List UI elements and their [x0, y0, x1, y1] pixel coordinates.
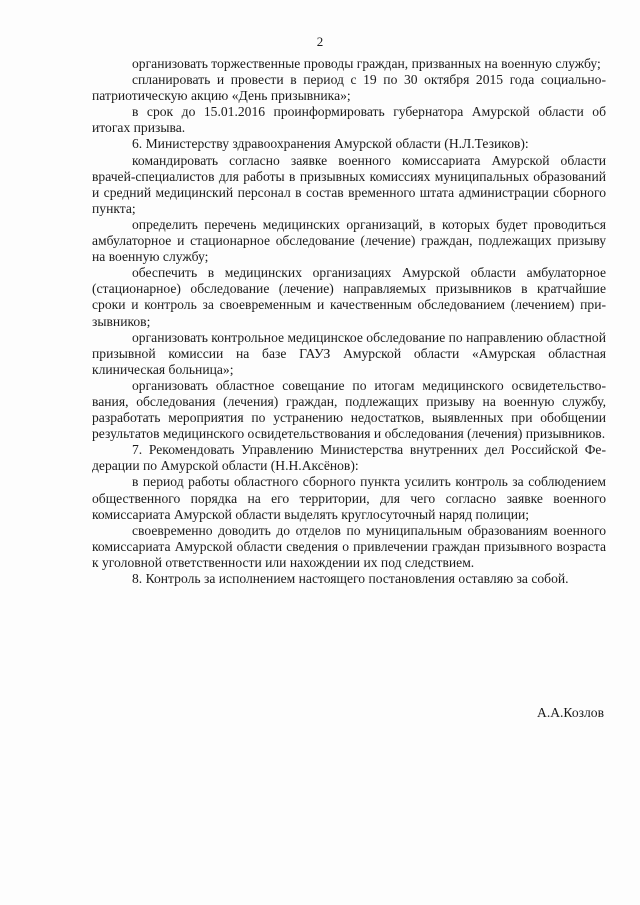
- paragraph: спланировать и провести в период с 19 по 30 октября 2015 года социально-патриотическую акцию «День призывника»;: [92, 72, 606, 104]
- paragraph: организовать областное совещание по итогам медицинского освидетельствования, обследования (лечения) граждан, подлежащих призыву на военную службу, разработать мероприятия по устранению недостатков, выявленных при обобщении результатов медицинского освидетельствования и обследования (лечения) призывников.: [92, 377, 606, 442]
- signature-name: А.А.Козлов: [537, 705, 604, 720]
- paragraph: командировать согласно заявке военного комиссариата Амурской области врачей-специалистов для работы в призывных комиссиях муниципальных образований и средний медицинский персонал в состав временного штата администрации сборного пункта;: [92, 152, 606, 216]
- section-heading-6: 6. Министерству здравоохранения Амурской области (Н.Л.Тезиков):: [132, 136, 529, 152]
- page-number: 2: [316, 34, 324, 49]
- paragraph: в срок до 15.01.2016 проинформировать губернатора Амурской области об итогах призыва.: [92, 104, 606, 136]
- paragraph: определить перечень медицинских организаций, в которых будет проводиться амбулаторное и стационарное обследование (лечение) граждан, подлежащих призыву на военную службу;: [92, 216, 606, 265]
- section-heading-8: 8. Контроль за исполнением настоящего постановления оставляю за собой.: [132, 571, 569, 586]
- paragraph: организовать торжественные проводы граждан, призванных на военную службу;: [132, 56, 601, 71]
- paragraph: организовать контрольное медицинское обследование по направлению областной призывной комиссии на базе ГАУЗ Амурской области «Амурская областная клиническая больница»;: [92, 329, 607, 377]
- section-heading-7: 7. Рекомендовать Управлению Министерства внутренних дел Российской Федерации по Амурской области (Н.Н.Аксёнов):: [92, 442, 606, 474]
- paragraph: в период работы областного сборного пункта усилить контроль за соблюдением общественного порядка на его территории, для чего согласно заявке военного комиссариата Амурской области выделять круглосуточный наряд полиции;: [92, 474, 606, 522]
- paragraph: своевременно доводить до отделов по муниципальным образованиям военного комиссариата Амурской области сведения о привлечении граждан призывного возраста к уголовной ответственности или нахождении их под следствием.: [92, 522, 606, 570]
- paragraph: обеспечить в медицинских организациях Амурской области амбулаторное (стационарное) обследование (лечение) направляемых призывников в кратчайшие сроки и контроль за своевременным и качественным обследованием (лечением) призывников;: [92, 265, 606, 329]
- document-body: [92, 56, 606, 587]
